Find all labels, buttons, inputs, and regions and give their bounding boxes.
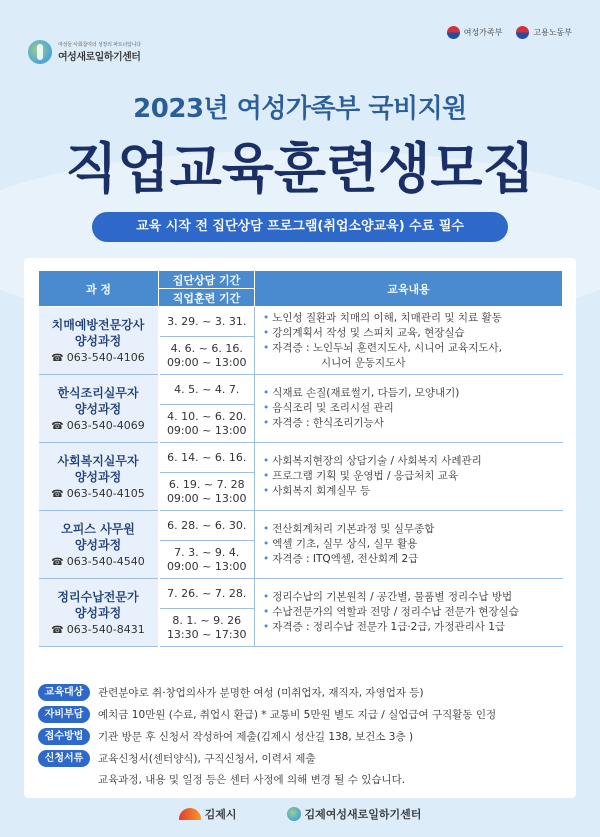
taegeuk-icon xyxy=(447,26,460,39)
course-schedule-table xyxy=(38,270,563,647)
course-phone: 063-540-8431 xyxy=(66,623,145,636)
course-content xyxy=(255,307,563,375)
counsel-period: 3. 29. ~ 3. 31. xyxy=(159,307,255,337)
bullet-icon: • xyxy=(263,606,270,618)
course-name-suffix: 양성과정 xyxy=(74,470,122,484)
course-content xyxy=(255,443,563,511)
application-info xyxy=(38,682,562,787)
content-line: 자격증 : 정리수납 전문가 1급·2급, 가정관리사 1급 xyxy=(272,621,506,633)
course-name-suffix: 양성과정 xyxy=(74,538,122,552)
info-text: 기관 방문 후 신청서 작성하여 제출(김제시 성산길 138, 보건소 3층 ) xyxy=(98,730,414,743)
change-notice: 교육과정, 내용 및 일정 등은 센터 사정에 의해 변경 될 수 있습니다. xyxy=(98,774,406,786)
column-header-content: 교육내용 xyxy=(255,271,563,307)
info-tag: 교육대상 xyxy=(38,684,90,701)
phone-icon: ☎ xyxy=(51,557,64,568)
bullet-icon: • xyxy=(263,326,270,339)
course-name-suffix: 양성과정 xyxy=(74,402,122,416)
ministry-label: 여성가족부 xyxy=(463,28,503,37)
training-dates: 8. 1. ~ 9. 26 xyxy=(172,613,242,627)
bullet-icon: • xyxy=(263,485,270,497)
center-logo-icon xyxy=(287,807,301,821)
training-period xyxy=(159,473,255,511)
training-period xyxy=(159,405,255,443)
bullet-icon: • xyxy=(263,470,270,482)
content-line: 시니어 운동지도사 xyxy=(321,356,406,369)
counsel-period: 6. 14. ~ 6. 16. xyxy=(159,443,255,473)
logo-subtitle: 여성들 사회참여의 성장의 파트너입니다 xyxy=(58,42,141,48)
content-line: 프로그램 기획 및 운영법 / 응급처치 교육 xyxy=(272,470,459,482)
training-dates: 4. 10. ~ 6. 20. xyxy=(167,409,247,423)
info-row-fee xyxy=(38,704,562,724)
center-name: 김제여성새로일하기센터 xyxy=(304,808,422,821)
bullet-icon: • xyxy=(263,538,270,550)
content-line: 수납전문가의 역할과 전망 / 정리수납 전문가 현장실습 xyxy=(272,606,519,618)
title-subheading: 2023년 여성가족부 국비지원 xyxy=(133,94,467,124)
requirement-banner: 교육 시작 전 집단상담 프로그램(취업소양교육) 수료 필수 xyxy=(92,212,508,242)
bullet-icon: • xyxy=(263,553,270,565)
table-row xyxy=(39,579,563,609)
training-period xyxy=(159,541,255,579)
info-row-method xyxy=(38,726,562,746)
counsel-period: 6. 28. ~ 6. 30. xyxy=(159,511,255,541)
info-tag: 자비부담 xyxy=(38,706,90,723)
ministry-gender-equality xyxy=(447,26,503,39)
bullet-icon: • xyxy=(263,523,270,535)
table-row xyxy=(39,443,563,473)
taegeuk-icon xyxy=(516,26,529,39)
city-name: 김제시 xyxy=(204,808,237,821)
column-header-course: 과 정 xyxy=(39,271,159,307)
logo-title: 여성새로일하기센터 xyxy=(58,52,141,63)
ministry-labor xyxy=(516,26,572,39)
training-dates: 4. 6. ~ 6. 16. xyxy=(170,341,243,355)
content-line: 노인성 질환과 치매의 이해, 치매관리 및 치료 활동 xyxy=(272,311,502,324)
course-name-suffix: 양성과정 xyxy=(74,606,122,620)
content-line: 강의계획서 작성 및 스피치 교육, 현장실습 xyxy=(272,326,465,339)
content-line: 정리수납의 기본원칙 / 공간별, 물품별 정리수납 방법 xyxy=(272,591,513,603)
course-content xyxy=(255,375,563,443)
schedule-card xyxy=(24,258,576,798)
bullet-icon: • xyxy=(263,621,270,633)
center-logo xyxy=(28,40,141,64)
course-cell xyxy=(39,307,159,375)
bullet-icon: • xyxy=(263,417,270,429)
course-cell xyxy=(39,579,159,647)
bullet-icon: • xyxy=(263,387,270,399)
center-logo-icon xyxy=(28,40,52,64)
course-cell xyxy=(39,375,159,443)
column-header-training: 직업훈련 기간 xyxy=(159,289,255,307)
training-dates: 6. 19. ~ 7. 28 xyxy=(168,477,245,491)
bullet-icon: • xyxy=(263,455,270,467)
content-line: 자격증 : ITQ엑셀, 전산회계 2급 xyxy=(272,553,419,565)
center-footer-logo xyxy=(287,806,422,822)
bullet-icon: • xyxy=(263,311,270,324)
course-name-suffix: 양성과정 xyxy=(74,334,122,348)
content-line: 음식조리 및 조리시설 관리 xyxy=(272,402,394,414)
training-dates: 7. 3. ~ 9. 4. xyxy=(174,545,240,559)
course-phone: 063-540-4540 xyxy=(66,555,145,568)
content-line: 사회복지현장의 상담기술 / 사회복지 사례관리 xyxy=(272,455,482,467)
training-hours: 09:00 ~ 13:00 xyxy=(166,559,247,573)
content-line: 자격증 : 노인두뇌 훈련지도사, 시니어 교육지도사, xyxy=(272,341,502,354)
content-line: 전산회계처리 기본과정 및 실무종합 xyxy=(272,523,435,535)
phone-icon: ☎ xyxy=(51,353,64,364)
course-name: 정리수납전문가 xyxy=(57,590,139,604)
info-text: 예치금 10만원 (수료, 취업시 환급) * 교통비 5만원 별도 지급 / 실업급여 구직활동 인정 xyxy=(98,708,497,721)
course-content xyxy=(255,511,563,579)
gimje-city-logo xyxy=(179,806,237,822)
course-phone: 063-540-4105 xyxy=(66,487,145,500)
info-row-documents xyxy=(38,748,562,768)
course-name: 치매예방전문강사 xyxy=(51,318,145,332)
column-header-counsel: 집단상담 기간 xyxy=(159,271,255,289)
info-text: 관련분야로 취·창업의사가 분명한 여성 (미취업자, 재직자, 자영업자 등) xyxy=(98,686,424,699)
course-cell xyxy=(39,443,159,511)
course-name: 오피스 사무원 xyxy=(61,522,135,536)
content-line: 식재료 손질(재료썰기, 다듬기, 모양내기) xyxy=(272,387,460,399)
table-row xyxy=(39,375,563,405)
training-hours: 13:30 ~ 17:30 xyxy=(166,627,247,641)
phone-icon: ☎ xyxy=(51,625,64,636)
counsel-period: 7. 26. ~ 7. 28. xyxy=(159,579,255,609)
phone-icon: ☎ xyxy=(51,421,64,432)
training-hours: 09:00 ~ 13:00 xyxy=(166,491,247,505)
content-line: 사회복지 회계실무 등 xyxy=(272,485,371,497)
bullet-icon: • xyxy=(263,402,270,414)
info-tag: 접수방법 xyxy=(38,728,90,745)
bullet-icon: • xyxy=(263,591,270,603)
content-line: 엑셀 기초, 실무 상식, 실무 활용 xyxy=(272,538,418,550)
course-phone: 063-540-4106 xyxy=(66,351,145,364)
info-text: 교육신청서(센터양식), 구직신청서, 이력서 제출 xyxy=(98,752,316,765)
bullet-icon: • xyxy=(263,341,270,354)
page-title: 직업교육훈련생모집 xyxy=(65,137,535,200)
course-name: 사회복지실무자 xyxy=(57,454,139,468)
course-content xyxy=(255,579,563,647)
training-period xyxy=(159,337,255,375)
phone-icon: ☎ xyxy=(51,489,64,500)
counsel-period: 4. 5. ~ 4. 7. xyxy=(159,375,255,405)
ministry-logos xyxy=(447,26,572,39)
footer-logos xyxy=(0,806,600,822)
table-row xyxy=(39,511,563,541)
course-cell xyxy=(39,511,159,579)
ministry-label: 고용노동부 xyxy=(533,28,572,37)
info-row-target xyxy=(38,682,562,702)
training-period xyxy=(159,609,255,647)
table-row xyxy=(39,307,563,337)
info-tag: 신청서류 xyxy=(38,750,90,767)
training-hours: 09:00 ~ 13:00 xyxy=(166,355,247,369)
gimje-city-icon xyxy=(179,808,201,820)
course-name: 한식조리실무자 xyxy=(57,386,139,400)
course-phone: 063-540-4069 xyxy=(66,419,145,432)
training-hours: 09:00 ~ 13:00 xyxy=(166,423,247,437)
content-line: 자격증 : 한식조리기능사 xyxy=(272,417,384,429)
